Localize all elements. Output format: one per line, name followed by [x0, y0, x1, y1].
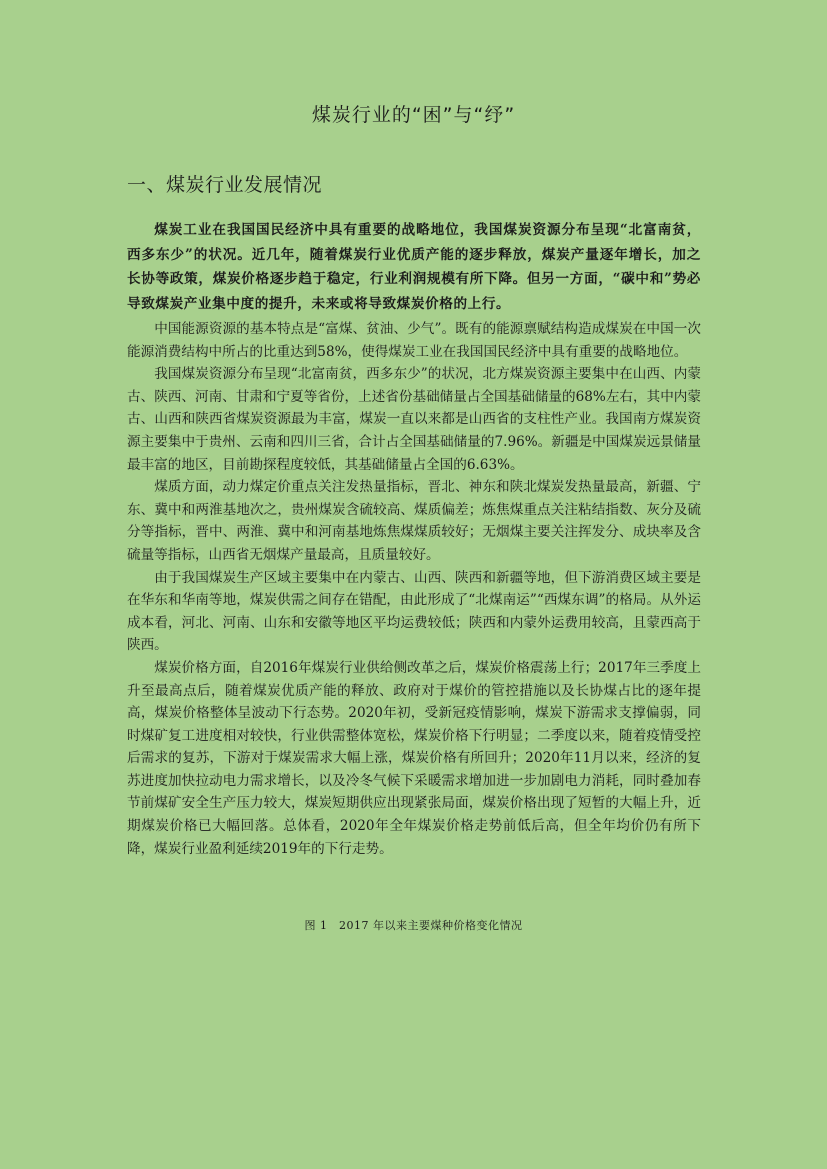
- paragraph-energy-structure: 中国能源资源的基本特点是“富煤、贫油、少气”。既有的能源禀赋结构造成煤炭在中国一次能源消费结构中所占的比重达到58%，使得煤炭工业在我国国民经济中具有重要的战略地位。: [127, 321, 701, 360]
- section-heading: 一、煤炭行业发展情况: [127, 174, 323, 196]
- figure-caption: 图 1 2017 年以来主要煤种价格变化情况: [304, 919, 523, 932]
- paragraph-coal-quality: 煤质方面，动力煤定价重点关注发热量指标，晋北、神东和陕北煤炭发热量最高，新疆、宁东、冀中和两淮基地次之，贵州煤炭含硫较高、煤质偏差；炼焦煤重点关注粘结指数、灰分及硫分等指标，晋中、两淮、冀中和河南基地炼焦煤煤质较好；无烟煤主要关注挥发分、成块率及含硫量等指标，山西省无烟煤产量最高，且质量较好。: [127, 479, 701, 563]
- paragraph-resource-distribution: 我国煤炭资源分布呈现“北富南贫，西多东少”的状况，北方煤炭资源主要集中在山西、内蒙古、陕西、河南、甘肃和宁夏等省份，上述省份基础储量占全国基础储量的68%左右，其中内蒙古、山西和陕西省煤炭资源最为丰富，煤炭一直以来都是山西省的支柱性产业。我国南方煤炭资源主要集中于贵州、云南和四川三省，合计占全国基础储量的7.96%。新疆是中国煤炭远景储量最丰富的地区，目前勘探程度较低，其基础储量占全国的6.63%。: [127, 366, 701, 473]
- paragraph-transport-pattern: 由于我国煤炭生产区域主要集中在内蒙古、山西、陕西和新疆等地，但下游消费区域主要是在华东和华南等地，煤炭供需之间存在错配，由此形成了“北煤南运”“西煤东调”的格局。从外运成本看，河北、河南、山东和安徽等地区平均运费较低；陕西和内蒙外运费用较高，且蒙西高于陕西。: [127, 569, 701, 654]
- document-title: 煤炭行业的“困”与“纾”: [311, 104, 516, 126]
- paragraph-coal-price: 煤炭价格方面，自2016年煤炭行业供给侧改革之后，煤炭价格震荡上行；2017年三季度上升至最高点后，随着煤炭优质产能的释放、政府对于煤价的管控措施以及长协煤占比的逐年提高，煤炭价格整体呈波动下行态势。2020年初，受新冠疫情影响，煤炭下游需求支撑偏弱，同时煤矿复工进度相对较快，行业供需整体宽松，煤炭价格下行明显；二季度以来，随着疫情受控后需求的复苏，下游对于煤炭需求大幅上涨，煤炭价格有所回升；2020年11月以来，经济的复苏进度加快拉动电力需求增长，以及冷冬气候下采暖需求增加进一步加剧电力消耗，同时叠加春节前煤矿安全生产压力较大，煤炭短期供应出现紧张局面，煤炭价格出现了短暂的大幅上升，近期煤炭价格已大幅回落。总体看，2020年全年煤炭价格走势前低后高，但全年均价仍有所下降，煤炭行业盈利延续2019年的下行走势。: [127, 659, 701, 857]
- body-text: [127, 218, 701, 860]
- abstract-paragraph: 煤炭工业在我国国民经济中具有重要的战略地位，我国煤炭资源分布呈现“北富南贫，西多东少”的状况。近几年，随着煤炭行业优质产能的逐步释放，煤炭产量逐年增长，加之长协等政策，煤炭价格逐步趋于稳定，行业利润规模有所下降。但另一方面，“碳中和”势必导致煤炭产业集中度的提升，未来或将导致煤炭价格的上行。: [127, 222, 701, 312]
